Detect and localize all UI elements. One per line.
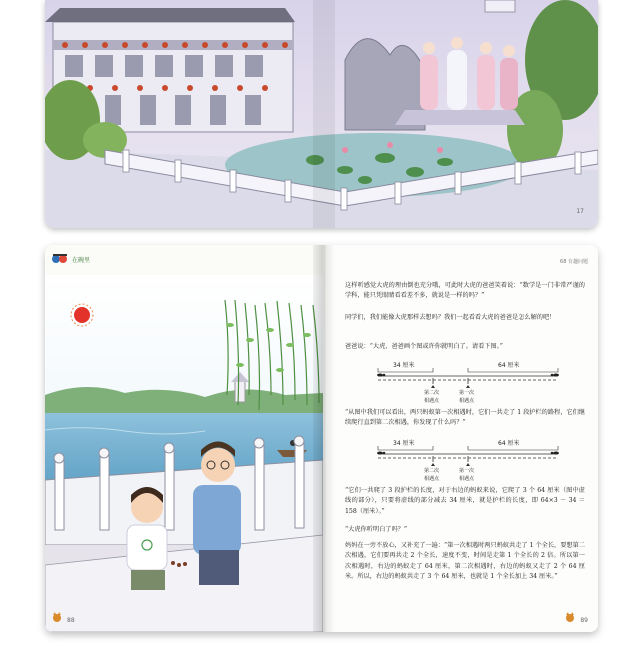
diagram2-right-distance: 64 厘米	[498, 440, 520, 447]
ant-icon	[377, 374, 385, 377]
diagram2-left-distance: 34 厘米	[393, 440, 415, 447]
left-page	[45, 245, 323, 632]
diagram2-label-meet-2: 相遇点	[459, 476, 475, 482]
diagram1-label-meet-2: 相遇点	[459, 398, 475, 404]
diagram2-label-meet-1: 相遇点	[424, 476, 440, 482]
book-gutter	[313, 245, 335, 632]
paragraph-4: “从图中我们可以看出，两只蚂蚁第一次相遇时，它们一共走了 1 段护栏的路程，它们继续爬行直到第二次相遇，你发现了什么吗？”	[345, 409, 585, 427]
left-page-number: 88	[67, 617, 75, 624]
paragraph-5: “它们一共爬了 3 段护栏的长度，对于右边的蚂蚁来说，它爬了 3 个 64 厘米（图中虚线的部分），只要将虚线的部分减去 34 厘米，就是护栏的长度，即 64×3 － 34 ＝ 158（厘米）。”	[345, 487, 585, 515]
ant-icon	[551, 374, 559, 377]
garden-illustration	[45, 0, 598, 228]
paragraph-1: 这样听感觉大虎的理由倒也充分哦，可此时大虎的爸爸笑着说：“数学是一门非常严谨的学科，能只凭眼睛看看差不多，就说是一样的吗？”	[345, 282, 585, 300]
diagram1-label-first: 第一次	[459, 390, 475, 396]
diagram2-label-first: 第一次	[459, 468, 475, 474]
right-footer-cat-icon	[564, 607, 576, 626]
top-page-number: 17	[576, 208, 584, 215]
left-footer-cat-icon	[51, 607, 63, 626]
right-page-header: 68 有趣问题	[560, 259, 588, 265]
right-page-number: 89	[580, 617, 588, 624]
left-header-label: 在碗里	[72, 256, 91, 264]
diagram1-left-distance: 34 厘米	[393, 362, 415, 369]
paragraph-6: “大虎你听明白了吗？”	[345, 526, 408, 533]
paragraph-2: 同学们，我们能像大虎那样去想吗？我们一起看看大虎的爸爸是怎么解的吧！	[345, 314, 556, 321]
sun-icon	[74, 307, 90, 323]
paragraph-3: 爸爸说：“大虎，爸爸画个图或许你就明白了。请看下图。”	[345, 343, 503, 350]
meeting-diagram-1	[368, 358, 568, 410]
right-page	[323, 245, 598, 632]
ant-icon	[377, 452, 385, 455]
diagram1-label-meet-1: 相遇点	[424, 398, 440, 404]
meeting-diagram-2	[368, 436, 568, 488]
top-book-spread	[45, 0, 598, 228]
paragraph-7: 妈妈在一旁不放心，又补充了一遍：“第一次相遇时两只蚂蚁共走了 1 个全长，要想第二次相遇，它们要再共走 2 个全长，速度不变，时间是走第 1 个全长的 2 倍。所以第一次相遇时，右边的蚂蚁走了 64 厘米，第二次相遇时，右边的蚂蚁又走了 2 个 64 厘米。所以，右边的蚂蚁共走了 3 个 64 厘米，也就是 1 个全长加上 34 厘米。”	[345, 542, 585, 581]
lakeside-illustration	[45, 245, 323, 632]
ant-icon	[551, 452, 559, 455]
diagram2-label-second: 第二次	[424, 468, 440, 474]
diagram1-right-distance: 64 厘米	[498, 362, 520, 369]
bottom-book-spread	[45, 245, 598, 632]
diagram1-label-second: 第二次	[424, 390, 440, 396]
